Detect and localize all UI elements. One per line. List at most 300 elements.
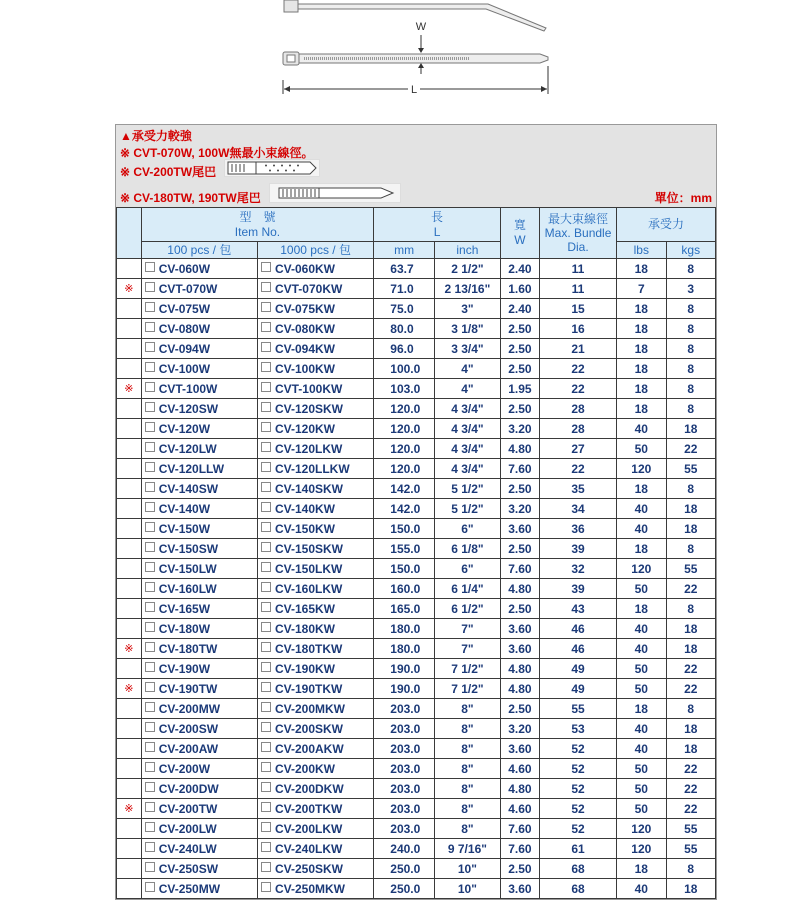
- length-mm-cell: 180.0: [374, 619, 435, 639]
- item-1000-label: CV-190KW: [274, 661, 335, 676]
- inch-header: inch: [434, 242, 500, 259]
- item-1000-checkbox[interactable]: [261, 642, 271, 652]
- item-1000-checkbox[interactable]: [261, 402, 271, 412]
- bundle-cell: 46: [539, 639, 616, 659]
- item-100-cell[interactable]: [141, 659, 257, 679]
- item-1000-cell[interactable]: [257, 819, 373, 839]
- length-inch-cell: 10": [434, 859, 500, 879]
- item-1000-checkbox[interactable]: [261, 682, 271, 692]
- item-100-cell[interactable]: [141, 859, 257, 879]
- length-mm-cell: 203.0: [374, 719, 435, 739]
- kgs-cell: 8: [666, 859, 716, 879]
- item-1000-label: CVT-070KW: [274, 281, 343, 296]
- length-inch-cell: 5 1/2": [434, 499, 500, 519]
- lbs-cell: 40: [617, 739, 666, 759]
- length-inch-cell: 8": [434, 799, 500, 819]
- item-1000-label: CV-120LLKW: [274, 461, 350, 476]
- kgs-cell: 18: [666, 719, 716, 739]
- row-mark: [117, 739, 142, 759]
- item-1000-checkbox[interactable]: [261, 542, 271, 552]
- kgs-cell: 22: [666, 439, 716, 459]
- width-cell: 2.50: [500, 339, 539, 359]
- row-mark: [117, 299, 142, 319]
- item-100-cell[interactable]: [141, 539, 257, 559]
- item-100-checkbox[interactable]: [145, 382, 155, 392]
- length-mm-cell: 250.0: [374, 879, 435, 899]
- item-1000-checkbox[interactable]: [261, 282, 271, 292]
- length-inch-cell: 6 1/4": [434, 579, 500, 599]
- item-1000-checkbox[interactable]: [261, 742, 271, 752]
- length-mm-cell: 190.0: [374, 679, 435, 699]
- item-1000-label: CV-200KW: [274, 761, 335, 776]
- row-mark: [117, 759, 142, 779]
- lbs-cell: 18: [617, 339, 666, 359]
- length-mm-cell: 100.0: [374, 359, 435, 379]
- table-row: [117, 319, 716, 339]
- item-1000-label: CV-240LKW: [274, 841, 343, 856]
- table-row: [117, 459, 716, 479]
- width-header: 寬 W: [500, 208, 539, 259]
- item-100-checkbox[interactable]: [145, 502, 155, 512]
- bundle-cell: 52: [539, 759, 616, 779]
- item-1000-label: CV-075KW: [274, 301, 335, 316]
- item-100-cell[interactable]: [141, 839, 257, 859]
- table-row: [117, 659, 716, 679]
- kgs-cell: 22: [666, 659, 716, 679]
- table-row: [117, 699, 716, 719]
- item-1000-label: CV-060KW: [274, 261, 335, 276]
- item-100-label: CV-190W: [158, 661, 211, 676]
- item-100-cell[interactable]: [141, 779, 257, 799]
- item-100-checkbox[interactable]: [145, 522, 155, 532]
- item-1000-checkbox[interactable]: [261, 302, 271, 312]
- kgs-cell: 8: [666, 299, 716, 319]
- length-mm-cell: 240.0: [374, 839, 435, 859]
- item-1000-cell[interactable]: [257, 839, 373, 859]
- item-1000-cell[interactable]: [257, 799, 373, 819]
- item-1000-cell[interactable]: [257, 599, 373, 619]
- row-mark: ※: [117, 639, 142, 659]
- table-row: [117, 599, 716, 619]
- item-100-cell[interactable]: [141, 399, 257, 419]
- item-1000-cell[interactable]: [257, 279, 373, 299]
- note-no-min-bundle-text: 無最小束線徑。: [229, 146, 314, 160]
- item-1000-checkbox[interactable]: [261, 802, 271, 812]
- spec-table: [116, 207, 716, 899]
- lbs-cell: 40: [617, 639, 666, 659]
- kgs-cell: 8: [666, 379, 716, 399]
- bundle-cell: 61: [539, 839, 616, 859]
- table-row: [117, 519, 716, 539]
- item-1000-cell[interactable]: [257, 539, 373, 559]
- lbs-cell: 40: [617, 719, 666, 739]
- item-1000-cell[interactable]: [257, 759, 373, 779]
- item-1000-checkbox[interactable]: [261, 562, 271, 572]
- kgs-cell: 22: [666, 679, 716, 699]
- item-1000-cell[interactable]: [257, 719, 373, 739]
- item-100-label: CV-080W: [158, 321, 211, 336]
- tie-top-slot: [287, 55, 295, 62]
- bundle-cell: 53: [539, 719, 616, 739]
- item-100-label: CV-160LW: [158, 581, 217, 596]
- item-100-label: CV-075W: [158, 301, 211, 316]
- item-1000-checkbox[interactable]: [261, 602, 271, 612]
- bundle-cell: 35: [539, 479, 616, 499]
- item-100-cell[interactable]: [141, 479, 257, 499]
- item-100-checkbox[interactable]: [145, 562, 155, 572]
- width-cell: 7.60: [500, 839, 539, 859]
- width-cell: 3.20: [500, 419, 539, 439]
- item-1000-cell[interactable]: [257, 499, 373, 519]
- item-1000-cell[interactable]: [257, 699, 373, 719]
- item-1000-checkbox[interactable]: [261, 822, 271, 832]
- kgs-cell: 55: [666, 819, 716, 839]
- item-1000-cell[interactable]: [257, 619, 373, 639]
- kgs-cell: 55: [666, 839, 716, 859]
- item-1000-cell[interactable]: [257, 399, 373, 419]
- item-1000-label: CV-200LKW: [274, 821, 343, 836]
- item-1000-cell[interactable]: [257, 439, 373, 459]
- item-100-checkbox[interactable]: [145, 802, 155, 812]
- row-mark: [117, 419, 142, 439]
- length-inch-cell: 6 1/2": [434, 599, 500, 619]
- length-mm-cell: 120.0: [374, 399, 435, 419]
- item-100-checkbox[interactable]: [145, 442, 155, 452]
- row-mark: [117, 519, 142, 539]
- bundle-cell: 49: [539, 679, 616, 699]
- item-100-label: CV-120W: [158, 421, 211, 436]
- item-1000-cell[interactable]: [257, 879, 373, 899]
- item-1000-checkbox[interactable]: [261, 422, 271, 432]
- length-mm-cell: 165.0: [374, 599, 435, 619]
- length-inch-cell: 9 7/16": [434, 839, 500, 859]
- lbs-cell: 18: [617, 299, 666, 319]
- lbs-cell: 18: [617, 319, 666, 339]
- item-1000-checkbox[interactable]: [261, 322, 271, 332]
- kgs-cell: 8: [666, 479, 716, 499]
- table-row: [117, 399, 716, 419]
- item-1000-cell[interactable]: [257, 679, 373, 699]
- item-100-checkbox[interactable]: [145, 742, 155, 752]
- length-mm-cell: 120.0: [374, 459, 435, 479]
- kgs-cell: 8: [666, 319, 716, 339]
- item-1000-cell[interactable]: [257, 379, 373, 399]
- bundle-cell: 34: [539, 499, 616, 519]
- item-100-cell[interactable]: [141, 379, 257, 399]
- kgs-cell: 8: [666, 259, 716, 279]
- item-1000-checkbox[interactable]: [261, 782, 271, 792]
- kgs-cell: 8: [666, 399, 716, 419]
- item-1000-label: CV-200TKW: [274, 801, 343, 816]
- item-100-checkbox[interactable]: [145, 762, 155, 772]
- item-100-cell[interactable]: [141, 419, 257, 439]
- item-100-label: CV-190TW: [158, 681, 218, 696]
- kgs-cell: 22: [666, 799, 716, 819]
- row-mark: [117, 699, 142, 719]
- item-100-label: CV-240LW: [158, 841, 217, 856]
- row-mark: [117, 359, 142, 379]
- item-100-cell[interactable]: [141, 699, 257, 719]
- item-100-cell[interactable]: [141, 879, 257, 899]
- bundle-cell: 52: [539, 739, 616, 759]
- item-100-label: CV-150LW: [158, 561, 217, 576]
- item-100-checkbox[interactable]: [145, 262, 155, 272]
- lbs-cell: 120: [617, 839, 666, 859]
- item-1000-cell[interactable]: [257, 419, 373, 439]
- length-inch-cell: 4": [434, 379, 500, 399]
- item-1000-cell[interactable]: [257, 739, 373, 759]
- item-1000-checkbox[interactable]: [261, 622, 271, 632]
- lbs-cell: 120: [617, 459, 666, 479]
- item-100-checkbox[interactable]: [145, 722, 155, 732]
- item-100-checkbox[interactable]: [145, 782, 155, 792]
- length-mm-cell: 190.0: [374, 659, 435, 679]
- item-1000-cell[interactable]: [257, 639, 373, 659]
- item-1000-cell[interactable]: [257, 359, 373, 379]
- item-100-checkbox[interactable]: [145, 602, 155, 612]
- width-cell: 7.60: [500, 819, 539, 839]
- row-mark: [117, 579, 142, 599]
- width-cell: 2.50: [500, 699, 539, 719]
- width-cell: 3.60: [500, 619, 539, 639]
- item-100-checkbox[interactable]: [145, 642, 155, 652]
- table-row: [117, 759, 716, 779]
- item-1000-cell[interactable]: [257, 319, 373, 339]
- item-100-checkbox[interactable]: [145, 542, 155, 552]
- item-100-cell[interactable]: [141, 559, 257, 579]
- mm-header: mm: [374, 242, 435, 259]
- item-1000-checkbox[interactable]: [261, 342, 271, 352]
- item-100-checkbox[interactable]: [145, 702, 155, 712]
- item-1000-label: CV-200DKW: [274, 781, 344, 796]
- table-row: [117, 299, 716, 319]
- item-1000-cell[interactable]: [257, 579, 373, 599]
- item-100-checkbox[interactable]: [145, 402, 155, 412]
- item-100-label: CV-120SW: [158, 401, 219, 416]
- item-100-cell[interactable]: [141, 519, 257, 539]
- row-mark: [117, 259, 142, 279]
- item-100-cell[interactable]: [141, 579, 257, 599]
- item-100-checkbox[interactable]: [145, 462, 155, 472]
- item-1000-checkbox[interactable]: [261, 502, 271, 512]
- item-1000-checkbox[interactable]: [261, 582, 271, 592]
- item-100-label: CV-120LLW: [158, 461, 225, 476]
- row-mark: [117, 339, 142, 359]
- length-inch-cell: 6": [434, 559, 500, 579]
- length-mm-cell: 120.0: [374, 439, 435, 459]
- lbs-cell: 40: [617, 419, 666, 439]
- kgs-cell: 8: [666, 699, 716, 719]
- width-cell: 4.60: [500, 799, 539, 819]
- row-mark: [117, 459, 142, 479]
- row-mark: [117, 779, 142, 799]
- item-1000-cell[interactable]: [257, 479, 373, 499]
- item-1000-checkbox[interactable]: [261, 362, 271, 372]
- item-100-cell[interactable]: [141, 499, 257, 519]
- item-100-cell[interactable]: [141, 299, 257, 319]
- item-1000-label: CV-180KW: [274, 621, 335, 636]
- lbs-cell: 120: [617, 819, 666, 839]
- kgs-cell: 3: [666, 279, 716, 299]
- item-100-label: CV-200W: [158, 761, 211, 776]
- item-100-checkbox[interactable]: [145, 322, 155, 332]
- item-100-cell[interactable]: [141, 439, 257, 459]
- item-100-cell[interactable]: [141, 639, 257, 659]
- width-cell: 4.60: [500, 759, 539, 779]
- item-no-header: 型 號 Item No.: [141, 208, 374, 242]
- item-1000-cell[interactable]: [257, 559, 373, 579]
- note-stronger: ▲承受力較強: [120, 129, 192, 143]
- item-1000-cell[interactable]: [257, 459, 373, 479]
- item-1000-checkbox[interactable]: [261, 382, 271, 392]
- lbs-cell: 40: [617, 499, 666, 519]
- lbs-cell: 50: [617, 679, 666, 699]
- table-row: [117, 739, 716, 759]
- table-row: [117, 359, 716, 379]
- item-1000-checkbox[interactable]: [261, 842, 271, 852]
- table-row: [117, 259, 716, 279]
- length-mm-cell: 250.0: [374, 859, 435, 879]
- item-1000-cell[interactable]: [257, 659, 373, 679]
- item-100-cell[interactable]: [141, 819, 257, 839]
- kgs-header: kgs: [666, 242, 716, 259]
- lbs-header: lbs: [617, 242, 666, 259]
- item-100-cell[interactable]: [141, 719, 257, 739]
- length-mm-cell: 80.0: [374, 319, 435, 339]
- item-100-checkbox[interactable]: [145, 362, 155, 372]
- item-100-cell[interactable]: [141, 619, 257, 639]
- item-1000-checkbox[interactable]: [261, 482, 271, 492]
- item-100-cell[interactable]: [141, 739, 257, 759]
- item-1000-cell[interactable]: [257, 779, 373, 799]
- item-1000-checkbox[interactable]: [261, 462, 271, 472]
- item-1000-cell[interactable]: [257, 299, 373, 319]
- item-1000-checkbox[interactable]: [261, 702, 271, 712]
- item-100-cell[interactable]: [141, 759, 257, 779]
- bundle-cell: 43: [539, 599, 616, 619]
- item-1000-cell[interactable]: [257, 859, 373, 879]
- width-cell: 2.50: [500, 599, 539, 619]
- item-1000-checkbox[interactable]: [261, 262, 271, 272]
- width-cell: 4.80: [500, 659, 539, 679]
- item-100-checkbox[interactable]: [145, 662, 155, 672]
- length-inch-cell: 10": [434, 879, 500, 899]
- length-inch-cell: 2 13/16": [434, 279, 500, 299]
- item-1000-label: CV-165KW: [274, 601, 335, 616]
- item-1000-checkbox[interactable]: [261, 522, 271, 532]
- item-100-label: CV-060W: [158, 261, 211, 276]
- item-100-checkbox[interactable]: [145, 622, 155, 632]
- item-100-checkbox[interactable]: [145, 482, 155, 492]
- item-1000-checkbox[interactable]: [261, 722, 271, 732]
- item-100-checkbox[interactable]: [145, 822, 155, 832]
- item-1000-label: CV-080KW: [274, 321, 335, 336]
- item-1000-checkbox[interactable]: [261, 662, 271, 672]
- item-100-cell[interactable]: [141, 459, 257, 479]
- item-1000-checkbox[interactable]: [261, 882, 271, 892]
- item-100-checkbox[interactable]: [145, 862, 155, 872]
- table-row: [117, 579, 716, 599]
- note-no-min-bundle-models: ※ CVT-070W, 100W: [120, 146, 230, 160]
- item-100-cell[interactable]: [141, 319, 257, 339]
- item-100-cell[interactable]: [141, 259, 257, 279]
- item-100-checkbox[interactable]: [145, 882, 155, 892]
- row-mark: [117, 439, 142, 459]
- mark-col-header: [117, 208, 142, 259]
- item-1000-checkbox[interactable]: [261, 862, 271, 872]
- width-cell: 2.50: [500, 319, 539, 339]
- item-100-cell[interactable]: [141, 799, 257, 819]
- width-cell: 4.80: [500, 779, 539, 799]
- item-100-cell[interactable]: [141, 679, 257, 699]
- kgs-cell: 8: [666, 599, 716, 619]
- lbs-cell: 50: [617, 659, 666, 679]
- width-cell: 1.60: [500, 279, 539, 299]
- item-100-checkbox[interactable]: [145, 422, 155, 432]
- row-mark: [117, 619, 142, 639]
- bundle-header: 最大束線徑 Max. Bundle Dia.: [539, 208, 616, 259]
- length-mm-cell: 150.0: [374, 519, 435, 539]
- item-1000-label: CV-150KW: [274, 521, 335, 536]
- item-1000-checkbox[interactable]: [261, 762, 271, 772]
- bundle-cell: 49: [539, 659, 616, 679]
- lbs-cell: 120: [617, 559, 666, 579]
- item-100-label: CV-200MW: [158, 701, 221, 716]
- item-100-checkbox[interactable]: [145, 282, 155, 292]
- item-100-cell[interactable]: [141, 599, 257, 619]
- width-cell: 3.60: [500, 739, 539, 759]
- row-mark: [117, 399, 142, 419]
- length-mm-cell: 180.0: [374, 639, 435, 659]
- item-1000-cell[interactable]: [257, 339, 373, 359]
- bundle-cell: 52: [539, 799, 616, 819]
- item-100-checkbox[interactable]: [145, 582, 155, 592]
- item-1000-checkbox[interactable]: [261, 442, 271, 452]
- item-100-label: CV-180W: [158, 621, 211, 636]
- length-inch-cell: 3 3/4": [434, 339, 500, 359]
- length-inch-cell: 5 1/2": [434, 479, 500, 499]
- item-1000-label: CV-120KW: [274, 421, 335, 436]
- item-100-cell[interactable]: [141, 279, 257, 299]
- item-1000-label: CV-120LKW: [274, 441, 343, 456]
- item-1000-label: CV-094KW: [274, 341, 335, 356]
- item-100-checkbox[interactable]: [145, 302, 155, 312]
- length-mm-cell: 155.0: [374, 539, 435, 559]
- bundle-cell: 11: [539, 259, 616, 279]
- kgs-cell: 18: [666, 499, 716, 519]
- item-100-label: CV-200TW: [158, 801, 218, 816]
- item-100-checkbox[interactable]: [145, 342, 155, 352]
- kgs-cell: 22: [666, 779, 716, 799]
- table-row: [117, 859, 716, 879]
- item-100-cell[interactable]: [141, 359, 257, 379]
- length-mm-cell: 120.0: [374, 419, 435, 439]
- item-100-label: CV-150W: [158, 521, 211, 536]
- length-inch-cell: 7": [434, 619, 500, 639]
- lbs-cell: 18: [617, 699, 666, 719]
- length-inch-cell: 3": [434, 299, 500, 319]
- item-100-cell[interactable]: [141, 339, 257, 359]
- width-cell: 3.20: [500, 719, 539, 739]
- kgs-cell: 18: [666, 879, 716, 899]
- row-mark: [117, 479, 142, 499]
- item-1000-cell[interactable]: [257, 519, 373, 539]
- item-100-checkbox[interactable]: [145, 842, 155, 852]
- kgs-cell: 55: [666, 559, 716, 579]
- item-100-checkbox[interactable]: [145, 682, 155, 692]
- width-cell: 2.50: [500, 539, 539, 559]
- item-1000-cell[interactable]: [257, 259, 373, 279]
